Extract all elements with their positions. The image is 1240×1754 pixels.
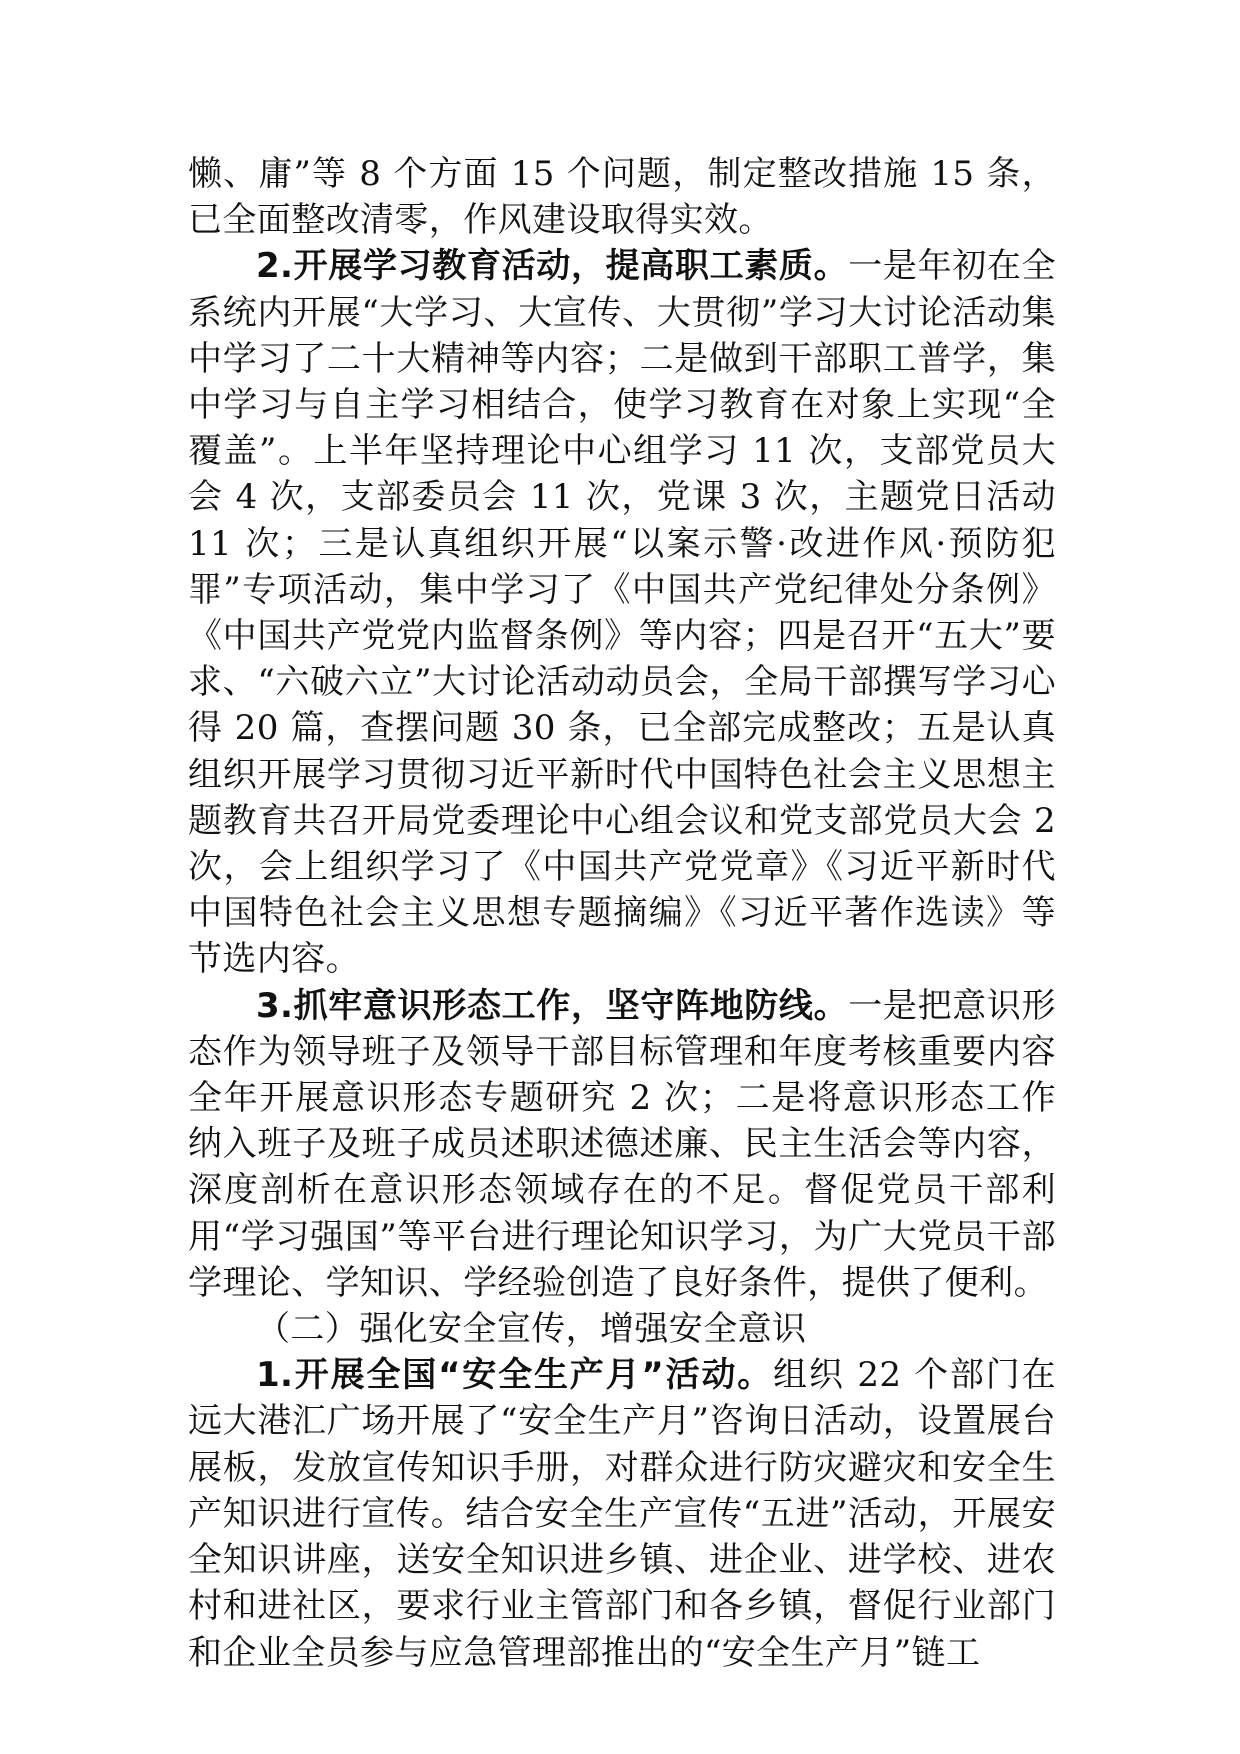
section-title-safety-publicity-text: （二）强化安全宣传，增强安全意识 [256,1309,807,1350]
paragraph-study-education [188,243,1056,982]
paragraph-ideology [188,983,1056,1306]
paragraph-safety-month [188,1352,1056,1675]
paragraph-ideology-text: 一是把意识形态作为领导班子及领导干部目标管理和年度考核重要内容全年开展意识形态专题研究 2 次；二是将意识形态工作纳入班子及班子成员述职述德述廉、民主生活会等内容，深度剖析在意识形态领域存在的不足。督促党员干部利用“学习强国”等平台进行理论知识学习，为广大党员干部学理论、学知识、学经验创造了良好条件，提供了便利。 [188,985,1056,1303]
document-body [188,151,1056,1676]
heading-safety-month: 1.开展全国“安全生产月”活动。 [256,1355,774,1396]
paragraph-safety-month-text: 组织 22 个部门在远大港汇广场开展了“安全生产月”咨询日活动，设置展台展板，发放宣传知识手册，对群众进行防灾避灾和安全生产知识进行宣传。结合安全生产宣传“五进”活动，开展安全知识讲座，送安全知识进乡镇、进企业、进学校、进农村和进社区，要求行业主管部门和各乡镇，督促行业部门和企业全员参与应急管理部推出的“安全生产月”链工 [188,1355,1056,1673]
section-title-safety-publicity [188,1306,1056,1352]
heading-study-education: 2.开展学习教育活动，提高职工素质。 [256,246,849,287]
heading-ideology: 3.抓牢意识形态工作，坚守阵地防线。 [256,985,849,1026]
paragraph-study-education-text: 一是年初在全系统内开展“大学习、大宣传、大贯彻”学习大讨论活动集中学习了二十大精神等内容；二是做到干部职工普学，集中学习与自主学习相结合，使学习教育在对象上实现“全覆盖”。上半年坚持理论中心组学习 11 次，支部党员大会 4 次，支部委员会 11 次，党课 3 次，主题党日活动 11 次；三是认真组织开展“以案示警·改进作风·预防犯罪”专项活动，集中学习了《中国共产党纪律处分条例》《中国共产党党内监督条例》等内容；四是召开“五大”要求、“六破六立”大讨论活动动员会，全局干部撰写学习心得 20 篇，查摆问题 30 条，已全部完成整改；五是认真组织开展学习贯彻习近平新时代中国特色社会主义思想主题教育共召开局党委理论中心组会议和党支部党员大会 2 次，会上组织学习了《中国共产党党章》《习近平新时代中国特色社会主义思想专题摘编》《习近平著作选读》等节选内容。 [188,246,1056,980]
paragraph-intro-text: 懒、庸”等 8 个方面 15 个问题，制定整改措施 15 条，已全面整改清零，作风建设取得实效。 [188,154,1056,241]
paragraph-intro [188,151,1056,243]
